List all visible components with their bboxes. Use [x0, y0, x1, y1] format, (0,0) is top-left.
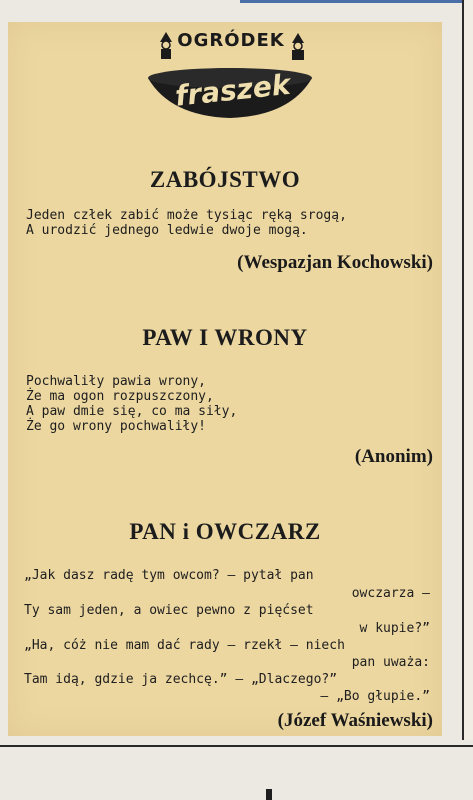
poem-line: w kupie?” [359, 621, 430, 636]
gnome-figure-icon [286, 32, 310, 62]
logo-top-word: OGRÓDEK [177, 30, 285, 51]
adjacent-page-edge [462, 0, 473, 740]
poem-line: — „Bo głupie.” [320, 689, 430, 704]
poem-title: PAW I WRONY [142, 325, 308, 350]
poem-line: owczarza — [351, 586, 430, 601]
poem-author: (Józef Waśniewski) [277, 710, 433, 731]
poem-verse: Pochwaliły pawia wrony, Że ma ogon rozpuszczony, A paw dmie się, co ma siły, Że go wrony pochwaliły! [26, 374, 238, 434]
poem-author: (Anonim) [354, 446, 433, 467]
poem-line: „Jak dasz radę tym owcom? — pytał pan [24, 568, 314, 583]
poem-author: (Wespazjan Kochowski) [237, 252, 433, 273]
poem-line: Tam idą, gdzie ja zechcę.” — „Dlaczego?” [24, 672, 338, 687]
poem-title: PAN i OWCZARZ [129, 519, 321, 544]
poem-line: „Ha, cóż nie mam dać rady — rzekł — niech [24, 638, 345, 653]
logo-script-word: fraszek [173, 67, 292, 113]
gnome-figure-icon [154, 30, 178, 62]
poem-line: pan uważa: [351, 655, 430, 670]
ogrodek-fraszek-logo [140, 30, 320, 122]
page-divider [0, 745, 473, 747]
column-marker [266, 789, 272, 800]
poem-title: ZABÓJSTWO [149, 167, 301, 192]
poem-line: Ty sam jeden, a owiec pewno z pięćset [24, 603, 314, 618]
top-color-strip [240, 0, 473, 3]
poem-verse: Jeden człek zabić może tysiąc ręką srogą, A urodzić jednego ledwie dwoje mogą. [26, 208, 347, 238]
